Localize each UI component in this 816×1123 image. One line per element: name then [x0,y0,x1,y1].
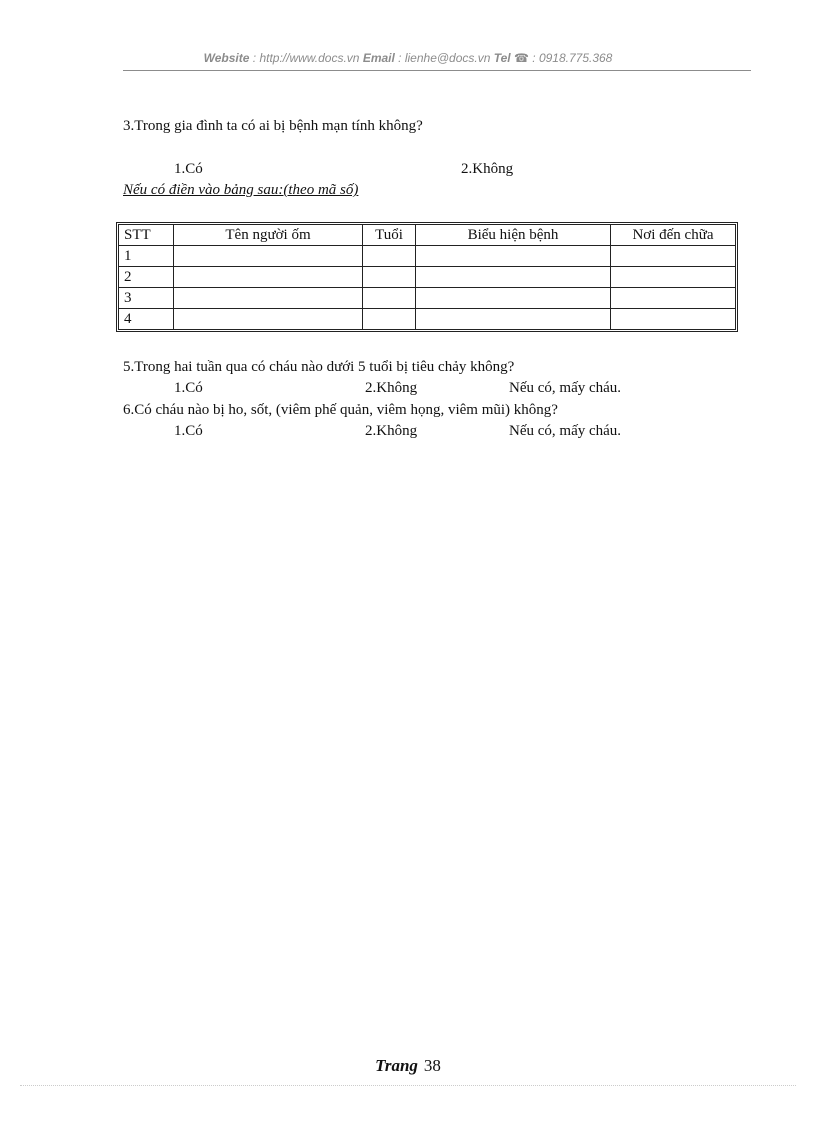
q6-option-no: 2.Không [365,423,418,439]
header-symptoms: Biểu hiện bệnh [416,225,611,246]
cell-stt: 1 [119,246,174,267]
table-row [119,288,735,309]
cell-age[interactable] [363,309,416,329]
cell-treatment-place[interactable] [611,267,735,288]
q6-option-count: Nếu có, mấy cháu. [509,423,622,439]
header-patient-name: Tên người ốm [174,225,363,246]
website-label: Website [203,51,250,65]
footer-divider [20,1085,796,1086]
cell-symptoms[interactable] [416,288,611,309]
tel-label: Tel [493,51,514,65]
cell-age[interactable] [363,267,416,288]
cell-age[interactable] [363,246,416,267]
cell-stt: 2 [119,267,174,288]
q3-table-note: Nếu có điền vào bảng sau:(theo mã số) [123,182,359,198]
header-stt: STT [119,225,174,246]
cell-patient-name[interactable] [174,288,363,309]
cell-treatment-place[interactable] [611,246,735,267]
header-divider [123,70,751,71]
q5-option-yes: 1.Có [174,380,203,396]
question-6: 6.Có cháu nào bị ho, sốt, (viêm phế quản, viêm họng, viêm mũi) không? [123,402,558,418]
cell-symptoms[interactable] [416,267,611,288]
page-word: Trang [375,1056,418,1075]
cell-patient-name[interactable] [174,309,363,329]
cell-treatment-place[interactable] [611,309,735,329]
table-header-row [119,225,735,246]
cell-stt: 4 [119,309,174,329]
cell-symptoms[interactable] [416,246,611,267]
header-treatment-place: Nơi đến chữa [611,225,735,246]
header-age: Tuổi [363,225,416,246]
q3-option-no: 2.Không [461,161,514,177]
page-footer [0,1056,816,1076]
q3-option-yes: 1.Có [174,161,203,177]
email-label: Email [362,51,395,65]
chronic-illness-table [116,222,738,332]
tel-value: : 0918.775.368 [528,51,613,65]
q6-option-yes: 1.Có [174,423,203,439]
page-header [0,51,816,65]
cell-symptoms[interactable] [416,309,611,329]
phone-icon: ☎ [513,51,529,65]
q5-option-count: Nếu có, mấy cháu. [509,380,622,396]
email-value: : lienhe@docs.vn [394,51,494,65]
cell-patient-name[interactable] [174,246,363,267]
page-number: 38 [423,1056,441,1075]
cell-patient-name[interactable] [174,267,363,288]
cell-stt: 3 [119,288,174,309]
q5-option-no: 2.Không [365,380,418,396]
table-row [119,309,735,329]
table-row [119,246,735,267]
website-value: : http://www.docs.vn [249,51,363,65]
cell-treatment-place[interactable] [611,288,735,309]
question-5: 5.Trong hai tuần qua có cháu nào dưới 5 tuổi bị tiêu chảy không? [123,359,515,375]
table-row [119,267,735,288]
cell-age[interactable] [363,288,416,309]
question-3: 3.Trong gia đình ta có ai bị bệnh mạn tính không? [123,118,423,134]
